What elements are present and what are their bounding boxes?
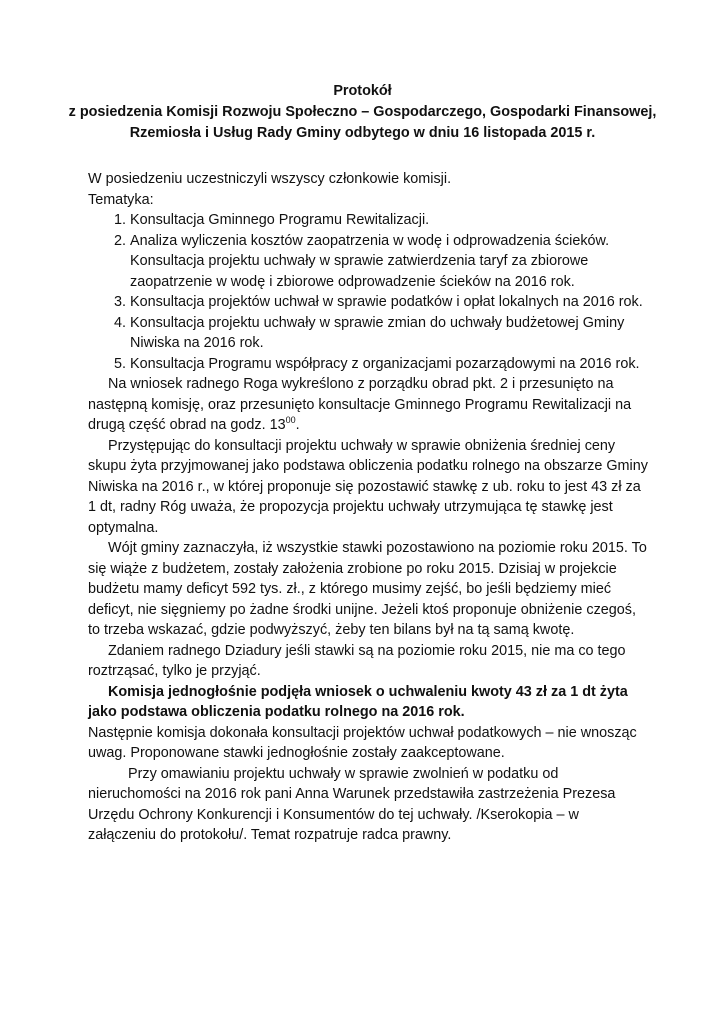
topics-list — [88, 210, 648, 374]
paragraph-mayor-statement: Wójt gminy zaznaczyła, iż wszystkie stawki pozostawiono na poziomie roku 2015. To się wiąże z budżetem, zostały założenia zrobione po roku 2015. Dzisiaj w projekcie budżetu mamy deficyt 592 tys. zł., z którego musimy zejść, bo jeśli będziemy mieć deficyt, nie sięgniemy po żadne środki unijne. Jeżeli ktoś proponuje obniżenie czegoś, to trzeba wskazać, gdzie podwyższyć, żeby ten bilans był na tą samą kwotę. — [88, 540, 647, 638]
topic-item-1: 1. Konsultacja Gminnego Programu Rewitalizacji. — [130, 210, 648, 231]
topics-label: Tematyka: — [88, 191, 154, 208]
paragraph-tax-consultation: Następnie komisja dokonała konsultacji projektów uchwał podatkowych – nie wnosząc uwag. Proponowane stawki jednogłośnie zostały zaakceptowane. — [88, 724, 637, 761]
topic-item-3: 3. Konsultacja projektów uchwał w sprawie podatków i opłat lokalnych na 2016 rok. — [130, 292, 648, 313]
document-subtitle-line-1: z posiedzenia Komisji Rozwoju Społeczno – Gospodarczego, Gospodarki Finansowej, — [68, 104, 657, 120]
document-header — [60, 81, 665, 144]
paragraph-tax-exemption: Przy omawianiu projektu uchwały w sprawie zwolnień w podatku od nieruchomości na 2016 rok pani Anna Warunek przedstawiła zastrzeżenia Prezesa Urzędu Ochrony Konkurencji i Konsumentów do tej uchwały. /Kserokopia – w załączeniu do protokołu/. Temat rozpatruje radca prawny. — [88, 765, 616, 843]
paragraph-councillor-opinion: Zdaniem radnego Dziadury jeśli stawki są na poziomie roku 2015, nie ma co tego roztrząsać, tylko je przyjąć. — [88, 642, 626, 679]
document-subtitle-line-2: Rzemiosła i Usług Rady Gminy odbytego w dniu 16 listopada 2015 r. — [129, 125, 596, 141]
document-body — [88, 169, 648, 846]
topic-item-4: 4. Konsultacja projektu uchwały w sprawie zmian do uchwały budżetowej Gminy Niwiska na 2016 rok. — [130, 313, 648, 354]
time-superscript: 00 — [285, 415, 296, 426]
topic-item-5: 5. Konsultacja Programu współpracy z organizacjami pozarządowymi na 2016 rok. — [130, 354, 648, 375]
paragraph-resolution: Komisja jednogłośnie podjęła wniosek o uchwaleniu kwoty 43 zł za 1 dt żyta jako podstawa obliczenia podatku rolnego na 2016 rok. — [88, 683, 628, 720]
agenda-change-end: . — [295, 417, 300, 433]
paragraph-rye-price: Przystępując do konsultacji projektu uchwały w sprawie obniżenia średniej ceny skupu żyta przyjmowanej jako podstawa obliczenia podatku rolnego na obszarze Gminy Niwiska na 2016 r., w której proponuje się pozostawić stawkę z ub. roku to jest 43 zł za 1 dt, radny Róg uważa, że propozycja projektu uchwały utrzymująca tę stawkę jest optymalna. — [88, 437, 648, 536]
agenda-change-text: Na wniosek radnego Roga wykreślono z porządku obrad pkt. 2 i przesunięto na następną komisję, oraz przesunięto konsultacje Gminnego Programu Rewitalizacji na drugą część obrad na godz. 13 — [88, 376, 632, 433]
document-title: Protokół — [333, 83, 392, 99]
intro-paragraph: W posiedzeniu uczestniczyli wszyscy członkowie komisji. — [88, 171, 452, 187]
paragraph-agenda-change — [88, 374, 648, 436]
topic-item-2: 2. Analiza wyliczenia kosztów zaopatrzenia w wodę i odprowadzenia ścieków. Konsultacja projektu uchwały w sprawie zatwierdzenia taryf za zbiorowe zaopatrzenie w wodę i zbiorowe odprowadzenie ścieków na 2016 rok. — [130, 231, 648, 293]
